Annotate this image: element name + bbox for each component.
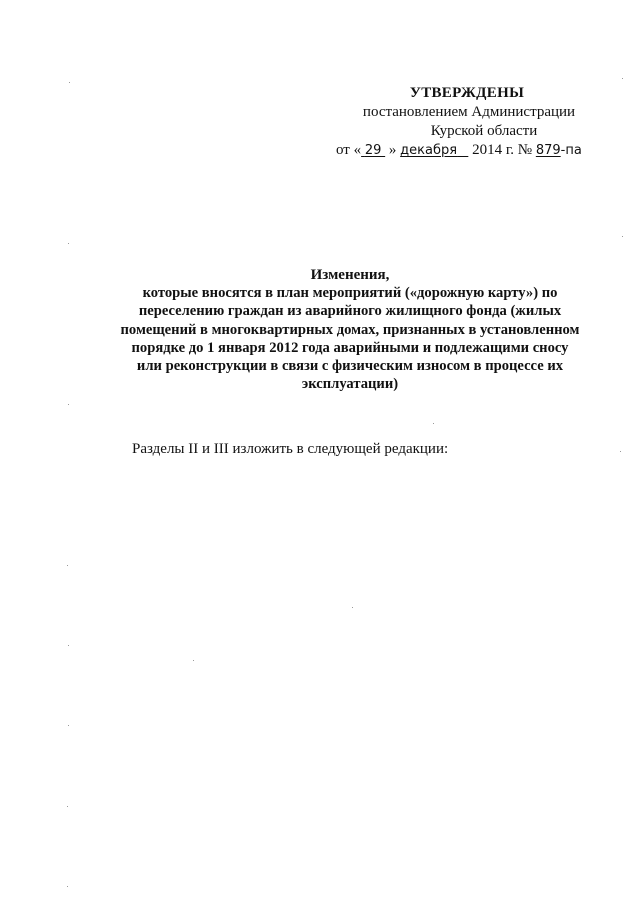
scan-speck [68,645,69,646]
scan-speck [67,886,68,887]
subtitle-line: переселению граждан из аварийного жилищного фонда (жилых [138,303,562,320]
scan-speck [622,236,623,237]
approval-region: Курской области [430,123,538,139]
date-prefix: от « [336,142,362,158]
subtitle-line: или реконструкции в связи с физическим износом в процессе их [136,358,564,375]
approval-year: 2014 г. № [472,142,533,158]
day-close: » [388,142,397,158]
approval-title: УТВЕРЖДЕНЫ [409,85,525,101]
approval-resolution: постановлением Администрации [362,104,576,120]
scan-speck [69,82,70,83]
approval-number: 879 [535,143,561,158]
document-title: Изменения, [310,267,390,283]
scan-speck [352,607,353,608]
day-blank [361,142,385,158]
month-blank [457,142,468,158]
body-paragraph: Разделы II и III изложить в следующей редакции: [132,441,449,457]
document-title-block [80,266,620,393]
subtitle-line: помещений в многоквартирных домах, признанных в установленном [120,321,580,338]
scan-speck [67,806,68,807]
subtitle-line: эксплуатации) [301,376,399,393]
scan-speck [68,243,69,244]
scan-speck [193,660,194,661]
scan-speck [433,423,434,424]
scan-speck [68,725,69,726]
scan-speck [620,451,621,452]
approval-block [300,84,620,160]
scan-speck [67,565,68,566]
approval-number-suffix: -па [560,143,582,158]
scan-speck [68,404,69,405]
scan-speck [622,78,623,79]
approval-day: 29 [364,143,382,158]
approval-month: декабря [400,143,458,158]
subtitle-line: которые вносятся в план мероприятий («дорожную карту») по [142,285,558,302]
approval-date-line [300,141,620,160]
subtitle-line: порядке до 1 января 2012 года аварийными и подлежащими сносу [131,339,569,356]
